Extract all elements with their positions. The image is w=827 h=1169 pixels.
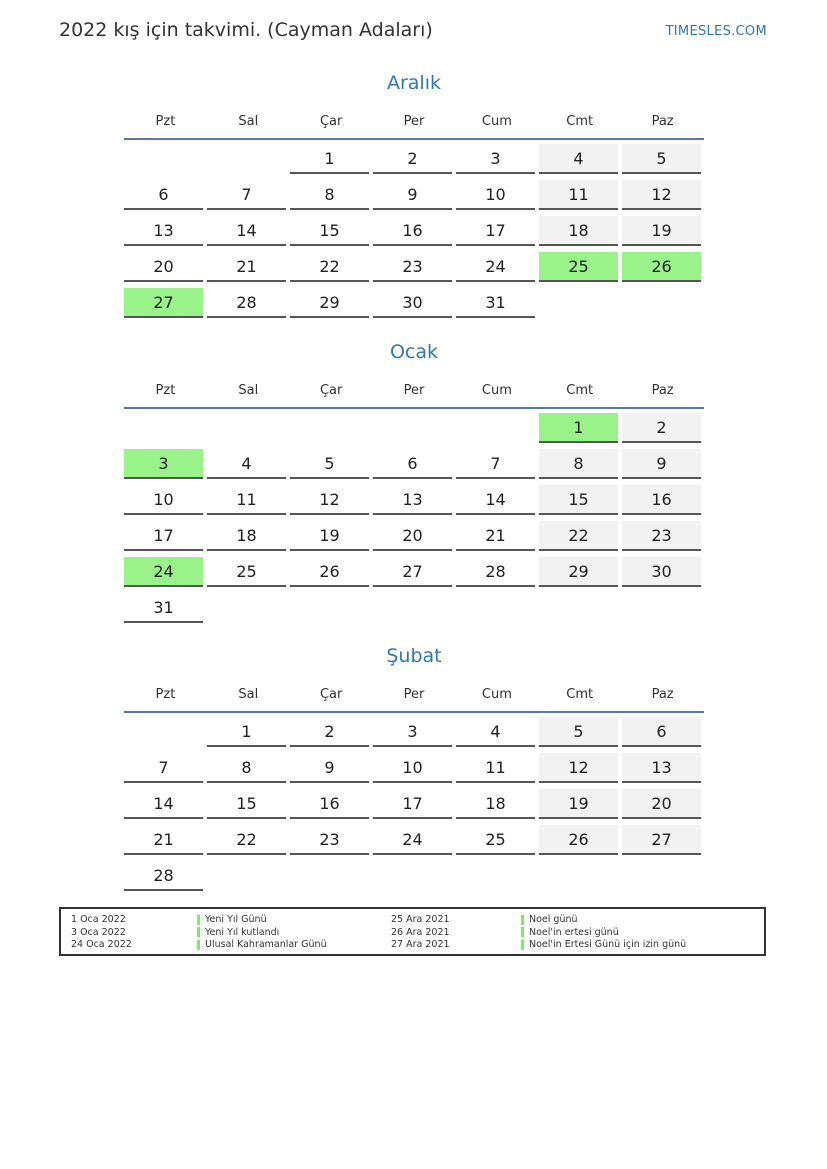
legend-date: 1 Oca 2022 [71, 914, 126, 925]
legend-holiday-name-text: Noel'in ertesi günü [529, 926, 619, 938]
holiday-legend [59, 907, 766, 956]
day-cell: 5 [622, 144, 701, 174]
empty-day-cell [207, 593, 286, 623]
day-cell: 7 [207, 180, 286, 210]
month-title: Ocak [389, 341, 439, 363]
weekday-header [124, 105, 704, 140]
day-cell: 4 [456, 717, 535, 747]
weekday-label: Paz [651, 383, 674, 398]
weekday-label: Cum [481, 687, 512, 702]
day-cell: 31 [456, 288, 535, 318]
weekday-label: Cmt [566, 687, 594, 702]
day-cell: 26 [290, 557, 369, 587]
empty-day-cell [622, 288, 701, 318]
weekday-label: Çar [319, 383, 343, 398]
legend-right-names [521, 914, 686, 952]
holiday-day-cell: 1 [539, 413, 618, 443]
legend-holiday-name [521, 914, 686, 927]
holiday-color-marker [197, 927, 200, 937]
empty-day-cell [373, 861, 452, 891]
empty-day-cell [207, 861, 286, 891]
day-cell: 8 [290, 180, 369, 210]
day-cell: 11 [456, 753, 535, 783]
empty-day-cell [456, 593, 535, 623]
weekday-header [124, 374, 704, 409]
weekday-label: Cmt [566, 114, 594, 129]
day-cell: 15 [290, 216, 369, 246]
legend-holiday-name [197, 914, 327, 927]
week-row [124, 248, 704, 284]
day-cell: 21 [124, 825, 203, 855]
day-cell: 23 [290, 825, 369, 855]
day-cell: 18 [207, 521, 286, 551]
day-cell: 11 [207, 485, 286, 515]
day-cell: 2 [373, 144, 452, 174]
day-cell: 27 [622, 825, 701, 855]
empty-day-cell [124, 717, 203, 747]
day-cell: 21 [207, 252, 286, 282]
week-row [124, 481, 704, 517]
day-cell: 5 [290, 449, 369, 479]
holiday-color-marker [197, 940, 200, 950]
legend-date: 24 Oca 2022 [71, 939, 132, 950]
day-cell: 16 [622, 485, 701, 515]
day-cell: 21 [456, 521, 535, 551]
day-cell: 23 [622, 521, 701, 551]
weekday-label: Cum [481, 383, 512, 398]
day-cell: 13 [373, 485, 452, 515]
legend-left-dates [71, 914, 132, 952]
week-row [124, 589, 704, 625]
day-cell: 8 [207, 753, 286, 783]
day-cell: 10 [456, 180, 535, 210]
weekday-label: Per [403, 687, 425, 702]
day-cell: 9 [373, 180, 452, 210]
empty-day-cell [539, 593, 618, 623]
empty-day-cell [622, 593, 701, 623]
day-cell: 28 [207, 288, 286, 318]
day-cell: 3 [373, 717, 452, 747]
day-cell: 18 [539, 216, 618, 246]
legend-holiday-name [521, 927, 686, 940]
weekday-label: Per [403, 383, 425, 398]
day-cell: 20 [124, 252, 203, 282]
empty-day-cell [124, 144, 203, 174]
day-cell: 22 [539, 521, 618, 551]
day-cell: 12 [290, 485, 369, 515]
day-cell: 29 [290, 288, 369, 318]
empty-day-cell [456, 861, 535, 891]
day-cell: 12 [539, 753, 618, 783]
day-cell: 25 [456, 825, 535, 855]
day-cell: 17 [373, 789, 452, 819]
day-cell: 17 [124, 521, 203, 551]
day-cell: 13 [622, 753, 701, 783]
day-cell: 14 [124, 789, 203, 819]
day-cell: 22 [290, 252, 369, 282]
empty-day-cell [207, 413, 286, 443]
day-cell: 28 [456, 557, 535, 587]
week-row [124, 821, 704, 857]
week-row [124, 140, 704, 176]
holiday-day-cell: 26 [622, 252, 701, 282]
empty-day-cell [373, 593, 452, 623]
weekday-label: Paz [651, 687, 674, 702]
holiday-day-cell: 24 [124, 557, 203, 587]
weekday-label: Sal [238, 687, 259, 702]
holiday-color-marker [521, 915, 524, 925]
empty-day-cell [290, 413, 369, 443]
day-cell: 30 [373, 288, 452, 318]
empty-day-cell [622, 861, 701, 891]
day-cell: 20 [373, 521, 452, 551]
day-cell: 6 [373, 449, 452, 479]
day-cell: 30 [622, 557, 701, 587]
day-cell: 27 [373, 557, 452, 587]
legend-date: 3 Oca 2022 [71, 926, 126, 938]
legend-holiday-name [197, 939, 327, 952]
day-cell: 15 [207, 789, 286, 819]
day-cell: 19 [290, 521, 369, 551]
day-cell: 24 [456, 252, 535, 282]
day-cell: 5 [539, 717, 618, 747]
day-cell: 10 [373, 753, 452, 783]
weekday-label: Pzt [155, 687, 176, 702]
week-row [124, 857, 704, 893]
legend-date: 25 Ara 2021 [391, 914, 450, 925]
week-row [124, 517, 704, 553]
week-row [124, 409, 704, 445]
legend-holiday-name [197, 927, 327, 940]
page-title: 2022 kış için takvimi. (Cayman Adaları) [59, 19, 433, 41]
weekday-label: Çar [319, 687, 343, 702]
legend-holiday-name [521, 939, 686, 952]
day-cell: 14 [207, 216, 286, 246]
week-row [124, 749, 704, 785]
day-cell: 1 [290, 144, 369, 174]
day-cell: 18 [456, 789, 535, 819]
day-cell: 3 [456, 144, 535, 174]
site-link[interactable]: TIMESLES.COM [665, 24, 767, 39]
day-cell: 9 [622, 449, 701, 479]
day-cell: 2 [622, 413, 701, 443]
empty-day-cell [539, 288, 618, 318]
day-cell: 4 [207, 449, 286, 479]
legend-holiday-name-text: Yeni Yıl kutlandı [205, 926, 280, 938]
day-cell: 19 [622, 216, 701, 246]
day-cell: 25 [207, 557, 286, 587]
empty-day-cell [539, 861, 618, 891]
day-cell: 12 [622, 180, 701, 210]
month-block-aralik [124, 70, 704, 320]
legend-left-names [197, 914, 327, 952]
day-cell: 9 [290, 753, 369, 783]
day-cell: 29 [539, 557, 618, 587]
day-cell: 7 [456, 449, 535, 479]
day-cell: 2 [290, 717, 369, 747]
weekday-label: Sal [238, 383, 259, 398]
day-cell: 4 [539, 144, 618, 174]
day-cell: 15 [539, 485, 618, 515]
weekday-label: Cmt [566, 383, 594, 398]
day-cell: 13 [124, 216, 203, 246]
legend-holiday-name-text: Noel günü [529, 914, 578, 925]
month-title: Şubat [386, 645, 442, 667]
empty-day-cell [124, 413, 203, 443]
day-cell: 28 [124, 861, 203, 891]
empty-day-cell [456, 413, 535, 443]
week-row [124, 713, 704, 749]
legend-date: 26 Ara 2021 [391, 926, 450, 938]
day-cell: 17 [456, 216, 535, 246]
day-cell: 6 [622, 717, 701, 747]
holiday-day-cell: 3 [124, 449, 203, 479]
weekday-label: Per [403, 114, 425, 129]
day-cell: 19 [539, 789, 618, 819]
day-cell: 20 [622, 789, 701, 819]
legend-holiday-name-text: Ulusal Kahramanlar Günü [205, 939, 327, 950]
month-title: Aralık [386, 72, 441, 94]
holiday-color-marker [521, 940, 524, 950]
week-row [124, 445, 704, 481]
weekday-label: Çar [319, 114, 343, 129]
legend-date: 27 Ara 2021 [391, 939, 450, 950]
legend-right-dates [391, 914, 450, 952]
empty-day-cell [207, 144, 286, 174]
week-row [124, 785, 704, 821]
weekday-header [124, 678, 704, 713]
legend-holiday-name-text: Noel'in Ertesi Günü için izin günü [529, 939, 687, 950]
week-row [124, 284, 704, 320]
weekday-label: Pzt [155, 383, 176, 398]
day-cell: 10 [124, 485, 203, 515]
day-cell: 22 [207, 825, 286, 855]
week-row [124, 553, 704, 589]
empty-day-cell [290, 861, 369, 891]
day-cell: 8 [539, 449, 618, 479]
month-block-ocak [124, 339, 704, 625]
day-cell: 16 [290, 789, 369, 819]
day-cell: 23 [373, 252, 452, 282]
holiday-day-cell: 25 [539, 252, 618, 282]
day-cell: 11 [539, 180, 618, 210]
holiday-color-marker [197, 915, 200, 925]
day-cell: 1 [207, 717, 286, 747]
day-cell: 31 [124, 593, 203, 623]
weekday-label: Sal [238, 114, 259, 129]
day-cell: 26 [539, 825, 618, 855]
day-cell: 24 [373, 825, 452, 855]
day-cell: 6 [124, 180, 203, 210]
day-cell: 16 [373, 216, 452, 246]
weekday-label: Cum [481, 114, 512, 129]
day-cell: 7 [124, 753, 203, 783]
holiday-day-cell: 27 [124, 288, 203, 318]
legend-holiday-name-text: Yeni Yıl Günü [205, 914, 267, 925]
week-row [124, 176, 704, 212]
holiday-color-marker [521, 927, 524, 937]
day-cell: 14 [456, 485, 535, 515]
weekday-label: Pzt [155, 114, 176, 129]
month-block-subat [124, 643, 704, 893]
empty-day-cell [290, 593, 369, 623]
week-row [124, 212, 704, 248]
empty-day-cell [373, 413, 452, 443]
weekday-label: Paz [651, 114, 674, 129]
